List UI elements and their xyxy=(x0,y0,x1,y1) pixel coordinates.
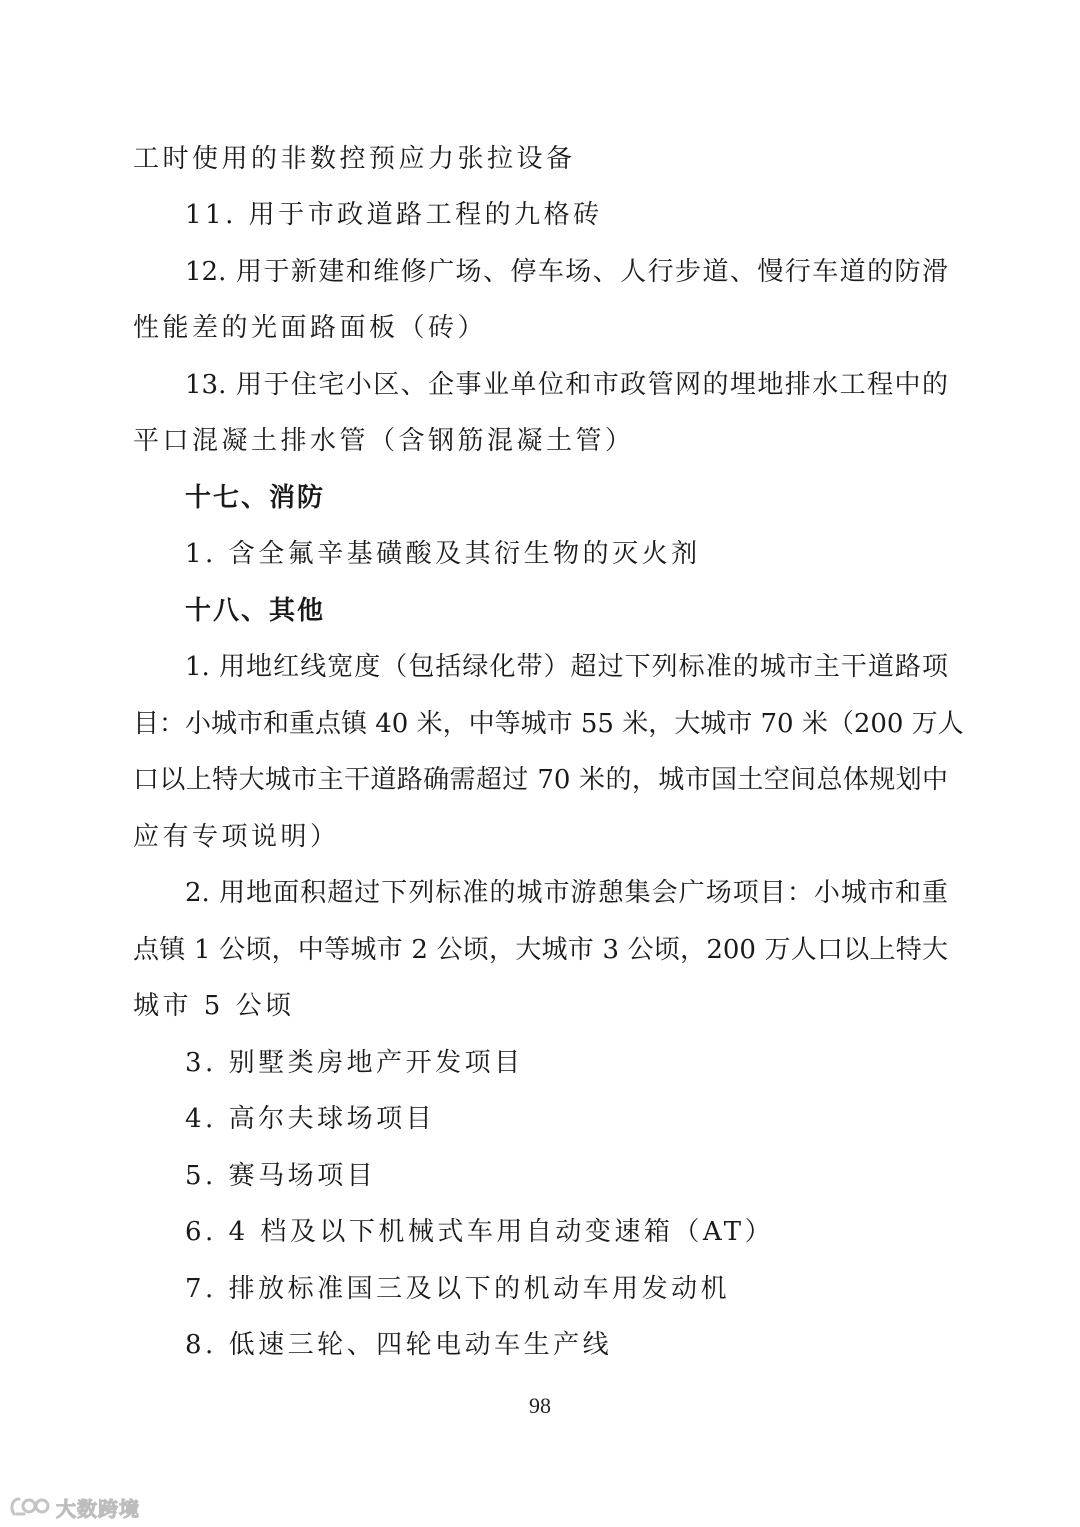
text-line: 平口混凝土排水管（含钢筋混凝土管） xyxy=(133,426,635,456)
list-item-12: 12. 用于新建和维修广场、停车场、人行步道、慢行车道的防滑 xyxy=(185,257,948,287)
list-item-3: 3. 别墅类房地产开发项目 xyxy=(185,1048,524,1078)
text-line: 口以上特大城市主干道路确需超过 70 米的，城市国土空间总体规划中 xyxy=(133,765,948,795)
section-heading-other: 十八、其他 xyxy=(185,596,326,626)
list-item-5: 5. 赛马场项目 xyxy=(185,1161,377,1191)
text-line: 目：小城市和重点镇 40 米，中等城市 55 米，大城市 70 米（200 万人 xyxy=(133,709,964,739)
brand-logo-icon xyxy=(8,1494,52,1520)
text-line: 工时使用的非数控预应力张拉设备 xyxy=(133,144,576,174)
list-item-1: 1. 用地红线宽度（包括绿化带）超过下列标准的城市主干道路项 xyxy=(185,652,948,682)
watermark xyxy=(8,1492,140,1522)
page-number: 98 xyxy=(529,1393,551,1418)
list-item-8: 8. 低速三轮、四轮电动车生产线 xyxy=(185,1330,613,1360)
list-item-7: 7. 排放标准国三及以下的机动车用发动机 xyxy=(185,1274,731,1304)
text-line: 点镇 1 公顷，中等城市 2 公顷，大城市 3 公顷，200 万人口以上特大 xyxy=(133,935,948,965)
text-line: 城市 5 公顷 xyxy=(133,991,295,1021)
list-item-11: 11. 用于市政道路工程的九格砖 xyxy=(185,200,603,230)
watermark-text: 大数跨境 xyxy=(56,1496,140,1521)
list-item-13: 13. 用于住宅小区、企事业单位和市政管网的埋地排水工程中的 xyxy=(185,370,948,400)
list-item-4: 4. 高尔夫球场项目 xyxy=(185,1104,436,1134)
list-item-1: 1. 含全氟辛基磺酸及其衍生物的灭火剂 xyxy=(185,539,701,569)
text-line: 应有专项说明） xyxy=(133,822,340,852)
list-item-6: 6. 4 档及以下机械式车用自动变速箱（AT） xyxy=(185,1217,775,1247)
list-item-2: 2. 用地面积超过下列标准的城市游憩集会广场项目：小城市和重 xyxy=(185,878,948,908)
text-line: 性能差的光面路面板（砖） xyxy=(133,313,488,343)
section-heading-fire: 十七、消防 xyxy=(185,483,326,513)
